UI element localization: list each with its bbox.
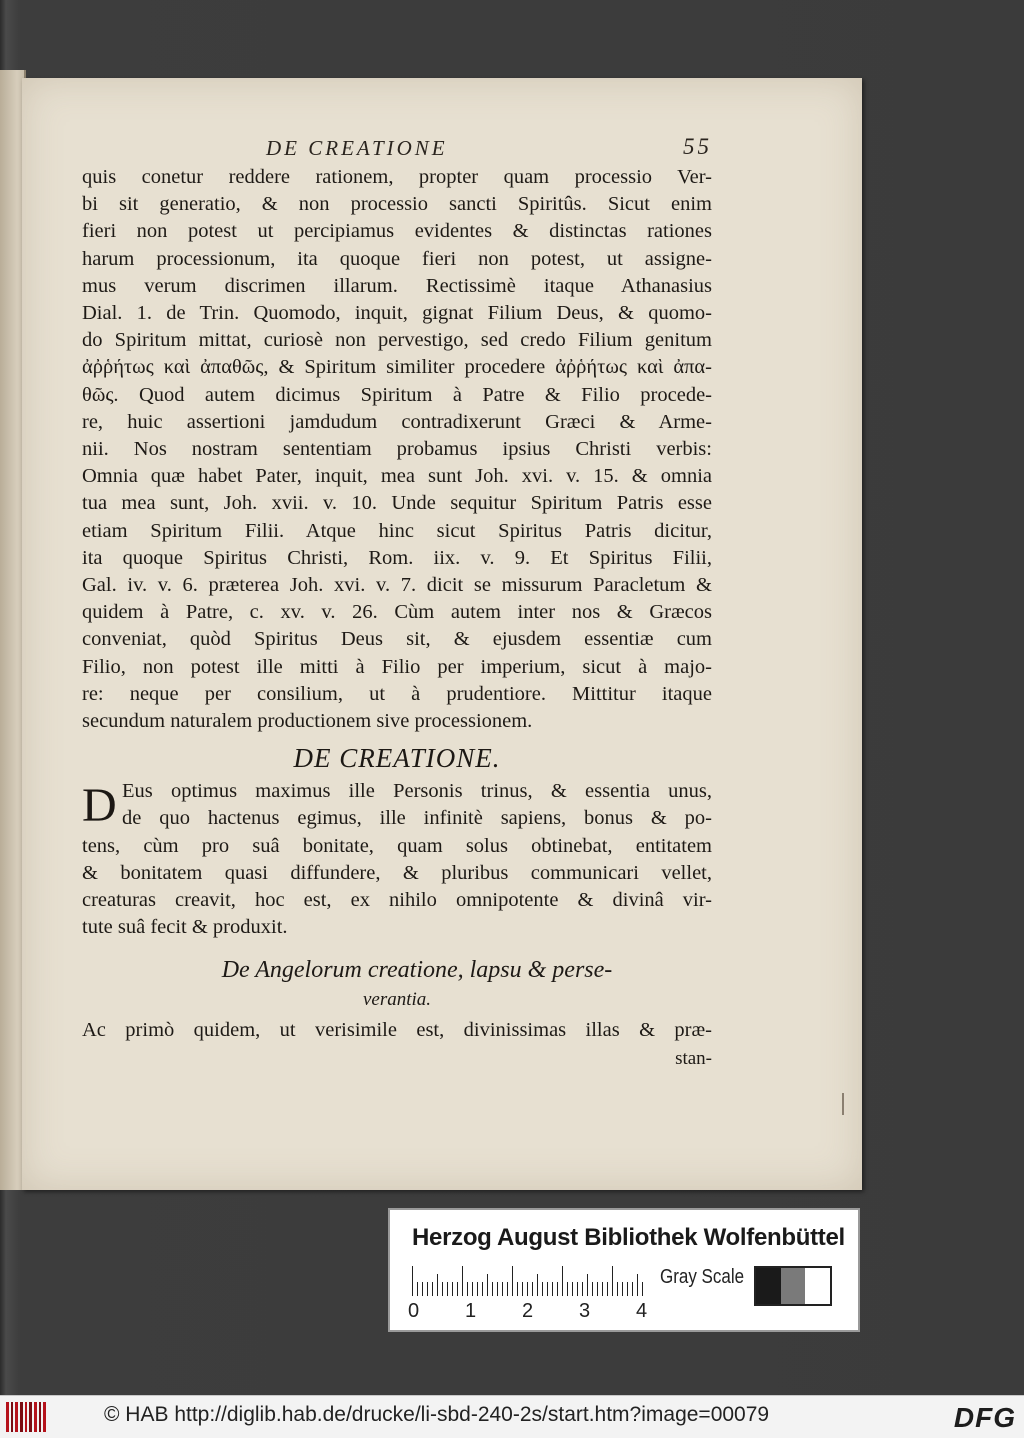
body-line: mus verum discrimen illarum. Rectissimè itaque Athanasius bbox=[82, 274, 712, 297]
ruler-number: 0 bbox=[408, 1300, 420, 1322]
hab-logo-bar bbox=[6, 1402, 9, 1432]
body-line: harum processionum, ita quoque fieri non potest, ut assigne- bbox=[82, 247, 712, 270]
ruler-tick bbox=[467, 1282, 468, 1296]
gray-scale-label: Gray Scale bbox=[660, 1266, 745, 1288]
body-line: secundum naturalem productionem sive processionem. bbox=[82, 710, 533, 733]
ruler-tick bbox=[597, 1282, 598, 1296]
hab-logo-bar bbox=[20, 1402, 23, 1432]
book-page bbox=[22, 78, 862, 1190]
ruler-tick bbox=[632, 1282, 633, 1296]
hab-logo-bar bbox=[43, 1402, 46, 1432]
body-line: Gal. iv. v. 6. præterea Joh. xvi. v. 7. dicit se missurum Paracletum & bbox=[82, 574, 712, 597]
ruler-tick bbox=[547, 1282, 548, 1296]
gray-scale-swatches bbox=[754, 1266, 832, 1306]
ruler-tick bbox=[552, 1282, 553, 1296]
ruler-number: 4 bbox=[636, 1300, 648, 1322]
body-line: ita quoque Spiritus Christi, Rom. iix. v. 9. Et Spiritus Filii, bbox=[82, 546, 712, 569]
body-line: Filio, non potest ille mitti à Filio per imperium, sicut à majo- bbox=[82, 655, 712, 678]
section-line: de quo hactenus egimus, ille infinitè sapiens, bonus & po- bbox=[122, 807, 712, 830]
ruler-tick bbox=[642, 1282, 643, 1296]
gray-swatch bbox=[756, 1268, 781, 1304]
body-line: tua mea sunt, Joh. xvii. v. 10. Unde sequitur Spiritum Patris esse bbox=[82, 492, 712, 515]
gray-swatch bbox=[781, 1268, 806, 1304]
body-line: etiam Spiritum Filii. Atque hinc sicut Spiritus Patris dicitur, bbox=[82, 519, 712, 542]
ruler-tick bbox=[427, 1282, 428, 1296]
body-text bbox=[82, 164, 712, 735]
ruler-tick bbox=[627, 1282, 628, 1296]
ruler-tick bbox=[602, 1282, 603, 1296]
hab-logo-icon[interactable] bbox=[6, 1402, 46, 1432]
ruler-tick bbox=[487, 1274, 488, 1296]
ruler-tick bbox=[477, 1282, 478, 1296]
copyright-url-text[interactable]: © HAB http://diglib.hab.de/drucke/li-sbd-240-2s/start.htm?image=00079 bbox=[104, 1403, 770, 1426]
ruler-tick bbox=[517, 1282, 518, 1296]
ruler-tick bbox=[637, 1274, 638, 1296]
body-line: re: neque per consilium, ut à prudentiore. Mittitur itaque bbox=[82, 682, 712, 705]
ruler-tick bbox=[572, 1282, 573, 1296]
ruler-tick bbox=[512, 1266, 513, 1296]
hab-logo-bar bbox=[25, 1402, 28, 1432]
page-edge-mark bbox=[842, 1093, 844, 1115]
ruler-tick bbox=[472, 1282, 473, 1296]
ruler-tick bbox=[502, 1282, 503, 1296]
ruler-tick bbox=[447, 1282, 448, 1296]
section-line: creaturas creavit, hoc est, ex nihilo omnipotente & divinâ vir- bbox=[82, 889, 712, 912]
ruler-tick bbox=[622, 1282, 623, 1296]
running-head bbox=[82, 134, 712, 164]
body-line: Omnia quæ habet Pater, inquit, mea sunt Joh. xvi. v. 15. & omnia bbox=[82, 465, 712, 488]
ruler-number: 2 bbox=[522, 1300, 534, 1322]
hab-logo-bar bbox=[39, 1402, 42, 1432]
hab-logo-bar bbox=[15, 1402, 18, 1432]
centimeter-ruler bbox=[412, 1266, 648, 1300]
ruler-tick bbox=[577, 1282, 578, 1296]
dfg-logo[interactable]: DFG bbox=[953, 1402, 1016, 1433]
body-line: θῶς. Quod autem dicimus Spiritum à Patre & Filio procede- bbox=[82, 383, 712, 406]
ruler-number: 3 bbox=[579, 1300, 591, 1322]
section-line: Eus optimus maximus ille Personis trinus, & essentia unus, bbox=[122, 780, 712, 803]
sub-heading bbox=[82, 955, 712, 1015]
gray-swatch bbox=[805, 1268, 830, 1304]
ruler-tick bbox=[507, 1282, 508, 1296]
section-line: & bonitatem quasi diffundere, & pluribus communicari vellet, bbox=[82, 861, 712, 884]
hab-logo-bar bbox=[29, 1402, 32, 1432]
ruler-tick bbox=[527, 1282, 528, 1296]
ruler-tick bbox=[482, 1282, 483, 1296]
ruler-tick bbox=[412, 1266, 413, 1296]
body-line: ἀῤῥήτως καὶ ἀπαθῶς, & Spiritum similiter procedere ἀῤῥήτως καὶ ἀπα- bbox=[82, 356, 712, 379]
ruler-tick bbox=[532, 1282, 533, 1296]
section-heading: DE CREATIONE. bbox=[293, 743, 501, 774]
ruler-tick bbox=[417, 1282, 418, 1296]
ruler-tick bbox=[462, 1266, 463, 1296]
ruler-tick bbox=[492, 1282, 493, 1296]
ruler-tick bbox=[497, 1282, 498, 1296]
ruler-tick bbox=[617, 1282, 618, 1296]
ruler-tick bbox=[592, 1282, 593, 1296]
ruler-tick bbox=[562, 1266, 563, 1296]
ruler-tick bbox=[457, 1282, 458, 1296]
page-number: 55 bbox=[683, 134, 712, 159]
ruler-tick bbox=[612, 1266, 613, 1296]
ruler-tick bbox=[567, 1282, 568, 1296]
ruler-tick bbox=[432, 1282, 433, 1296]
ruler-tick bbox=[557, 1282, 558, 1296]
section-line: tens, cùm pro suâ bonitate, quam solus obtinebat, entitatem bbox=[82, 834, 712, 857]
ruler-numbers bbox=[408, 1300, 648, 1324]
final-line: Ac primò quidem, ut verisimile est, divinissimas illas & præ- bbox=[82, 1019, 712, 1042]
ruler-tick bbox=[542, 1282, 543, 1296]
section-line: tute suâ fecit & produxit. bbox=[82, 916, 288, 939]
body-line: nii. Nos nostram sententiam probamus ipsius Christi verbis: bbox=[82, 438, 712, 461]
body-line: quidem à Patre, c. xv. v. 26. Cùm autem inter nos & Græcos bbox=[82, 601, 712, 624]
section-text bbox=[82, 778, 712, 941]
body-line: conveniat, quòd Spiritus Deus sit, & ejusdem essentiæ cum bbox=[82, 628, 712, 651]
ruler-tick bbox=[522, 1282, 523, 1296]
body-line: bi sit generatio, & non processio sancti Spiritûs. Sicut enim bbox=[82, 193, 712, 216]
footer-bar bbox=[0, 1395, 1024, 1438]
body-line: re, huic assertioni jamdudum contradixerunt Græci & Arme- bbox=[82, 410, 712, 433]
ruler-tick bbox=[452, 1282, 453, 1296]
ruler-tick bbox=[607, 1282, 608, 1296]
running-head-title: DE CREATIONE bbox=[266, 136, 448, 160]
ruler-tick bbox=[437, 1274, 438, 1296]
body-line: quis conetur reddere rationem, propter quam processio Ver- bbox=[82, 166, 712, 188]
section-paragraph bbox=[82, 778, 712, 941]
hab-logo-bar bbox=[34, 1402, 37, 1432]
ruler-tick bbox=[442, 1282, 443, 1296]
hab-logo-bar bbox=[11, 1402, 14, 1432]
ruler-tick bbox=[587, 1274, 588, 1296]
body-line: fieri non potest ut percipiamus evidentes & distinctas rationes bbox=[82, 220, 712, 243]
page-content bbox=[82, 134, 712, 1072]
body-line: Dial. 1. de Trin. Quomodo, inquit, gignat Filium Deus, & quomo- bbox=[82, 302, 712, 325]
library-name: Herzog August Bibliothek Wolfenbüttel bbox=[412, 1224, 845, 1251]
ruler-number: 1 bbox=[465, 1300, 477, 1322]
ruler-tick bbox=[537, 1274, 538, 1296]
drop-cap: D bbox=[82, 779, 117, 833]
library-scale-label bbox=[388, 1208, 860, 1332]
body-line: do Spiritum mittat, curiosè non pervestigo, sed credo Filium genitum bbox=[82, 329, 712, 352]
sub-heading-line-1: De Angelorum creatione, lapsu & perse- bbox=[221, 957, 613, 984]
sub-heading-line-2: verantia. bbox=[362, 989, 432, 1011]
catchword: stan- bbox=[675, 1047, 712, 1069]
ruler-tick bbox=[422, 1282, 423, 1296]
ruler-tick bbox=[582, 1282, 583, 1296]
